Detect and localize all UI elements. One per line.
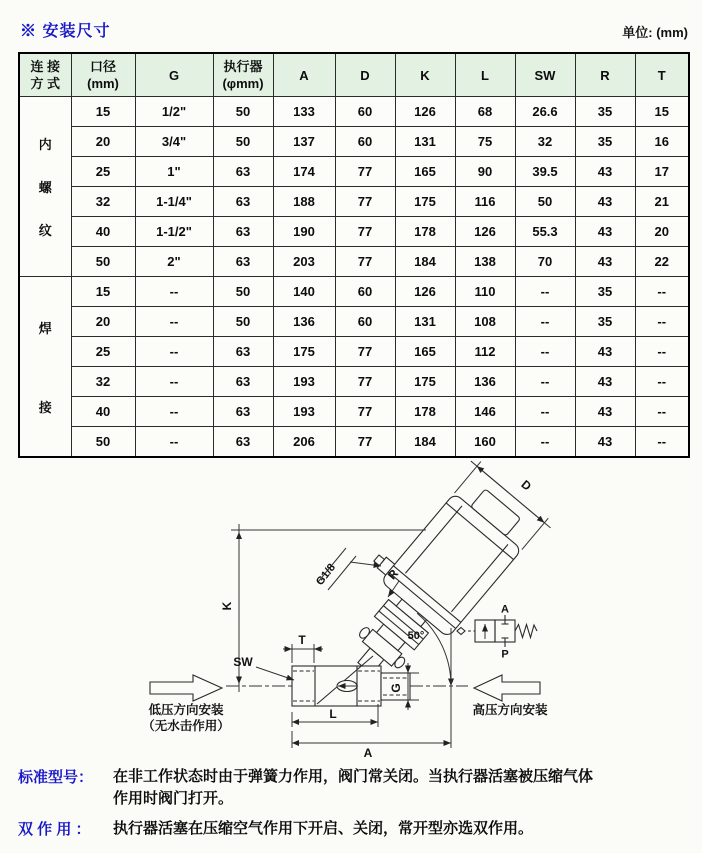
table-cell: 3/4" <box>135 127 213 157</box>
table-cell: 160 <box>455 427 515 458</box>
table-cell: 63 <box>213 157 273 187</box>
table-cell: 175 <box>395 187 455 217</box>
table-cell: 136 <box>455 367 515 397</box>
table-cell: -- <box>635 307 689 337</box>
note-double-acting <box>18 818 678 840</box>
table-cell: 60 <box>335 307 395 337</box>
dimensions-table <box>18 52 690 458</box>
low-pressure-label-line2: （无水击作用） <box>142 719 230 733</box>
column-header-r: R <box>575 53 635 97</box>
table-row <box>19 397 689 427</box>
table-cell: 20 <box>71 307 135 337</box>
row-group-label-welded: 焊 接 <box>19 277 71 458</box>
table-cell: 2" <box>135 247 213 277</box>
table-cell: 175 <box>395 367 455 397</box>
table-cell: 63 <box>213 367 273 397</box>
table-row <box>19 307 689 337</box>
table-cell: 50 <box>213 97 273 127</box>
table-cell: 50 <box>213 307 273 337</box>
table-cell: 43 <box>575 427 635 458</box>
table-cell: 25 <box>71 157 135 187</box>
g18-callout <box>314 548 381 590</box>
table-cell: 60 <box>335 127 395 157</box>
table-cell: 43 <box>575 187 635 217</box>
dim-label-L: L <box>329 707 337 721</box>
table-cell: 116 <box>455 187 515 217</box>
dimension-L <box>292 704 378 727</box>
table-cell: 50 <box>213 127 273 157</box>
table-cell: -- <box>515 397 575 427</box>
table-cell: 63 <box>213 187 273 217</box>
table-cell: 190 <box>273 217 335 247</box>
table-cell: 1-1/2" <box>135 217 213 247</box>
table-cell: 131 <box>395 127 455 157</box>
table-cell: 178 <box>395 397 455 427</box>
table-cell: -- <box>515 277 575 307</box>
table-cell: 15 <box>71 277 135 307</box>
page-title: ※ 安装尺寸 <box>20 23 111 40</box>
table-row <box>19 97 689 127</box>
table-cell: -- <box>635 367 689 397</box>
table-cell: 16 <box>635 127 689 157</box>
table-cell: 184 <box>395 427 455 458</box>
table-cell: 63 <box>213 427 273 458</box>
table-cell: 184 <box>395 247 455 277</box>
table-row <box>19 217 689 247</box>
column-header-k: K <box>395 53 455 97</box>
table-cell: 43 <box>575 397 635 427</box>
table-cell: 60 <box>335 277 395 307</box>
table-row <box>19 367 689 397</box>
table-cell: 77 <box>335 427 395 458</box>
table-cell: -- <box>135 277 213 307</box>
dim-label-50deg: 50° <box>407 630 425 642</box>
table-cell: 63 <box>213 217 273 247</box>
table-cell: 137 <box>273 127 335 157</box>
table-row <box>19 337 689 367</box>
low-pressure-annotation <box>142 675 230 733</box>
table-cell: 35 <box>575 307 635 337</box>
table-cell: 32 <box>515 127 575 157</box>
table-cell: 206 <box>273 427 335 458</box>
table-cell: 165 <box>395 157 455 187</box>
table-cell: 60 <box>335 97 395 127</box>
table-cell: -- <box>515 307 575 337</box>
table-cell: 110 <box>455 277 515 307</box>
table-cell: 50 <box>515 187 575 217</box>
table-cell: 70 <box>515 247 575 277</box>
table-cell: -- <box>635 277 689 307</box>
table-cell: 43 <box>575 157 635 187</box>
note-standard-model <box>18 766 678 810</box>
table-cell: 77 <box>335 337 395 367</box>
table-cell: 15 <box>71 97 135 127</box>
column-header-a: A <box>273 53 335 97</box>
table-cell: 39.5 <box>515 157 575 187</box>
dim-label-T: T <box>298 633 306 647</box>
note-label: 双 作 用 ： <box>18 821 91 838</box>
dim-label-G: G <box>389 683 403 693</box>
high-pressure-label: 高压方向安装 <box>472 703 548 717</box>
table-cell: 35 <box>575 127 635 157</box>
table-cell: 63 <box>213 397 273 427</box>
table-cell: 175 <box>273 337 335 367</box>
table-cell: 50 <box>71 247 135 277</box>
table-cell: 1/2" <box>135 97 213 127</box>
dimension-T <box>283 633 323 663</box>
table-cell: 43 <box>575 337 635 367</box>
table-cell: 68 <box>455 97 515 127</box>
table-cell: 90 <box>455 157 515 187</box>
port-p-label: P <box>501 648 509 661</box>
table-cell: 203 <box>273 247 335 277</box>
table-cell: 133 <box>273 97 335 127</box>
port-a-label: A <box>501 603 509 616</box>
column-header-sw: SW <box>515 53 575 97</box>
note-label: 标准型号： <box>18 769 94 786</box>
table-cell: 35 <box>575 97 635 127</box>
table-cell: 25 <box>71 337 135 367</box>
column-header-connection: 连 接 方 式 <box>19 53 71 97</box>
column-header-t: T <box>635 53 689 97</box>
high-pressure-annotation <box>472 675 548 717</box>
table-row <box>19 187 689 217</box>
table-cell: 17 <box>635 157 689 187</box>
table-cell: 136 <box>273 307 335 337</box>
column-header-d: D <box>335 53 395 97</box>
column-header-actuator: 执行器 (φmm) <box>213 53 273 97</box>
table-cell: 63 <box>213 247 273 277</box>
table-cell: 75 <box>455 127 515 157</box>
table-cell: 21 <box>635 187 689 217</box>
table-cell: -- <box>135 397 213 427</box>
table-cell: 146 <box>455 397 515 427</box>
table-cell: 126 <box>455 217 515 247</box>
table-cell: 165 <box>395 337 455 367</box>
table-row <box>19 277 689 307</box>
table-cell: 77 <box>335 367 395 397</box>
table-cell: 188 <box>273 187 335 217</box>
table-cell: -- <box>515 427 575 458</box>
table-cell: -- <box>635 397 689 427</box>
left-pointing-arrow <box>474 675 540 701</box>
column-header-g-thread: G <box>135 53 213 97</box>
table-cell: 1-1/4" <box>135 187 213 217</box>
table-cell: 77 <box>335 217 395 247</box>
table-cell: 108 <box>455 307 515 337</box>
table-cell: -- <box>635 337 689 367</box>
table-cell: 55.3 <box>515 217 575 247</box>
table-cell: 178 <box>395 217 455 247</box>
installation-drawing <box>0 460 702 760</box>
table-cell: 193 <box>273 367 335 397</box>
low-pressure-label-line1: 低压方向安装 <box>148 703 224 717</box>
table-cell: -- <box>635 427 689 458</box>
table-cell: -- <box>135 307 213 337</box>
column-header-bore: 口径 (mm) <box>71 53 135 97</box>
table-cell: 50 <box>213 277 273 307</box>
dim-label-D: D <box>518 477 535 494</box>
table-cell: 43 <box>575 367 635 397</box>
dim-label-SW: SW <box>233 655 253 669</box>
table-cell: -- <box>135 367 213 397</box>
table-cell: -- <box>515 337 575 367</box>
note-text: 执行器活塞在压缩空气作用下开启、关闭，常开型亦选双作用。 <box>113 820 534 837</box>
note-text: 在非工作状态时由于弹簧力作用，阀门常关闭。当执行器活塞被压缩气体 作用时阀门打开。 <box>113 768 594 807</box>
table-cell: 193 <box>273 397 335 427</box>
dim-label-A: A <box>363 746 373 760</box>
table-row <box>19 127 689 157</box>
table-cell: 43 <box>575 217 635 247</box>
column-header-l: L <box>455 53 515 97</box>
table-cell: 126 <box>395 277 455 307</box>
table-cell: -- <box>515 367 575 397</box>
dim-label-R: R <box>384 566 402 583</box>
right-pointing-arrow <box>150 675 222 701</box>
table-cell: -- <box>135 427 213 458</box>
table-cell: 174 <box>273 157 335 187</box>
table-cell: 40 <box>71 217 135 247</box>
unit-label: 单位: (mm) <box>622 25 688 40</box>
table-cell: 140 <box>273 277 335 307</box>
table-cell: 15 <box>635 97 689 127</box>
table-cell: 112 <box>455 337 515 367</box>
table-cell: 32 <box>71 367 135 397</box>
dimension-G <box>383 663 419 710</box>
table-cell: 126 <box>395 97 455 127</box>
row-group-label-threaded: 内 螺 纹 <box>19 97 71 277</box>
table-cell: 77 <box>335 397 395 427</box>
table-cell: 131 <box>395 307 455 337</box>
table-cell: 63 <box>213 337 273 367</box>
table-cell: 138 <box>455 247 515 277</box>
table-cell: 32 <box>71 187 135 217</box>
table-row <box>19 247 689 277</box>
table-cell: 1" <box>135 157 213 187</box>
table-row <box>19 157 689 187</box>
table-cell: -- <box>135 337 213 367</box>
table-cell: 22 <box>635 247 689 277</box>
table-cell: 43 <box>575 247 635 277</box>
table-cell: 26.6 <box>515 97 575 127</box>
table-row <box>19 427 689 458</box>
table-cell: 20 <box>71 127 135 157</box>
dim-label-G18: G1/8 <box>313 561 339 588</box>
table-cell: 77 <box>335 247 395 277</box>
dim-label-K: K <box>220 601 234 611</box>
table-cell: 77 <box>335 187 395 217</box>
spring-symbol <box>515 625 537 638</box>
table-cell: 35 <box>575 277 635 307</box>
pilot-symbol <box>457 628 465 635</box>
table-cell: 40 <box>71 397 135 427</box>
table-cell: 20 <box>635 217 689 247</box>
sw-callout <box>233 655 294 680</box>
table-cell: 50 <box>71 427 135 458</box>
table-cell: 77 <box>335 157 395 187</box>
